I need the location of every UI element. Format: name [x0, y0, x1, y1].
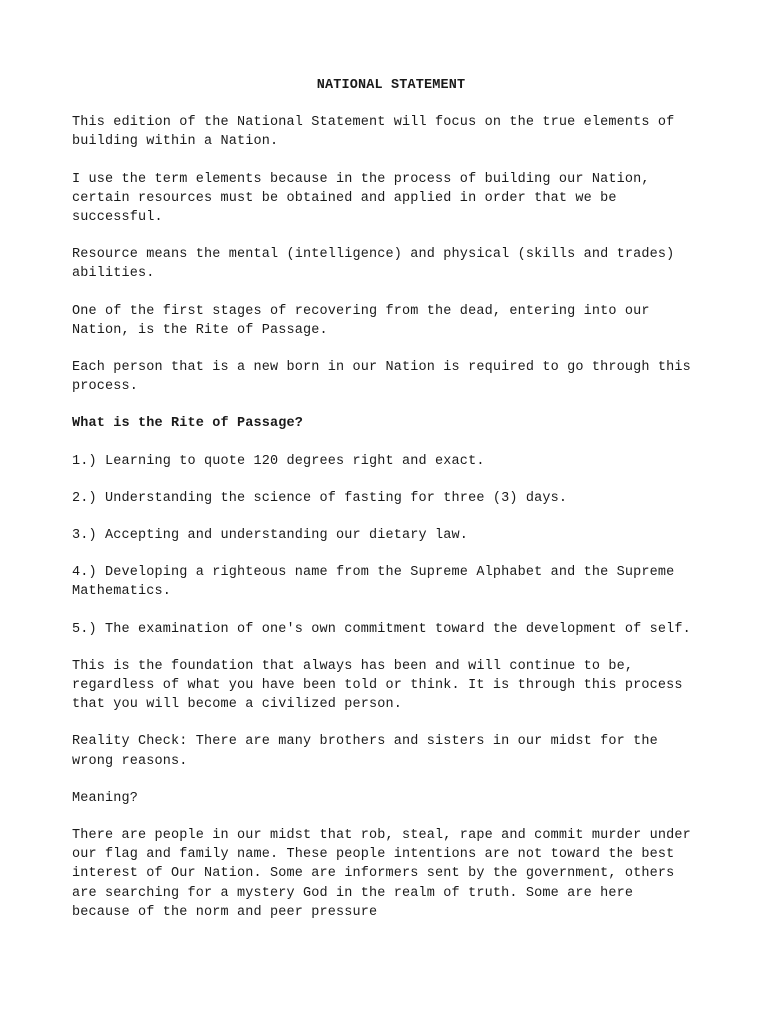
paragraph-intro: This edition of the National Statement will focus on the true elements of building within a Nation. — [72, 115, 675, 150]
list-item: 2.) Understanding the science of fasting for three (3) days. — [72, 490, 568, 506]
list-item: 1.) Learning to quote 120 degrees right and exact. — [72, 453, 485, 469]
paragraph-resource: Resource means the mental (intelligence) and physical (skills and trades) abilities. — [72, 247, 675, 282]
paragraph-reality-check: Reality Check: There are many brothers and sisters in our midst for the wrong reasons. — [72, 734, 658, 769]
paragraph-foundation: This is the foundation that always has been and will continue to be, regardless of what you have been told or think. It is through this process that you will become a civilized person. — [72, 658, 683, 713]
paragraph-elements: I use the term elements because in the process of building our Nation, certain resources must be obtained and applied in order that we be successful. — [72, 171, 650, 226]
paragraph-meaning: Meaning? — [72, 790, 139, 806]
paragraph-each-person: Each person that is a new born in our Nation is required to go through this process. — [72, 360, 691, 395]
list-item: 5.) The examination of one's own commitment toward the development of self. — [72, 621, 691, 637]
section-heading: What is the Rite of Passage? — [72, 416, 304, 432]
document-title: NATIONAL STATEMENT — [316, 78, 466, 93]
paragraph-first-stages: One of the first stages of recovering from the dead, entering into our Nation, is the Rite of Passage. — [72, 303, 650, 338]
list-item: 3.) Accepting and understanding our dietary law. — [72, 528, 469, 544]
paragraph-people-in-midst: There are people in our midst that rob, steal, rape and commit murder under our flag and family name. These people intentions are not toward the best interest of Our Nation. Some are informers sent by the government, others are searching for a mystery God in the realm of truth. Some are here because of the norm and peer pressure — [72, 828, 691, 920]
list-item: 4.) Developing a righteous name from the Supreme Alphabet and the Supreme Mathematics. — [72, 565, 675, 600]
document-page — [72, 76, 696, 940]
